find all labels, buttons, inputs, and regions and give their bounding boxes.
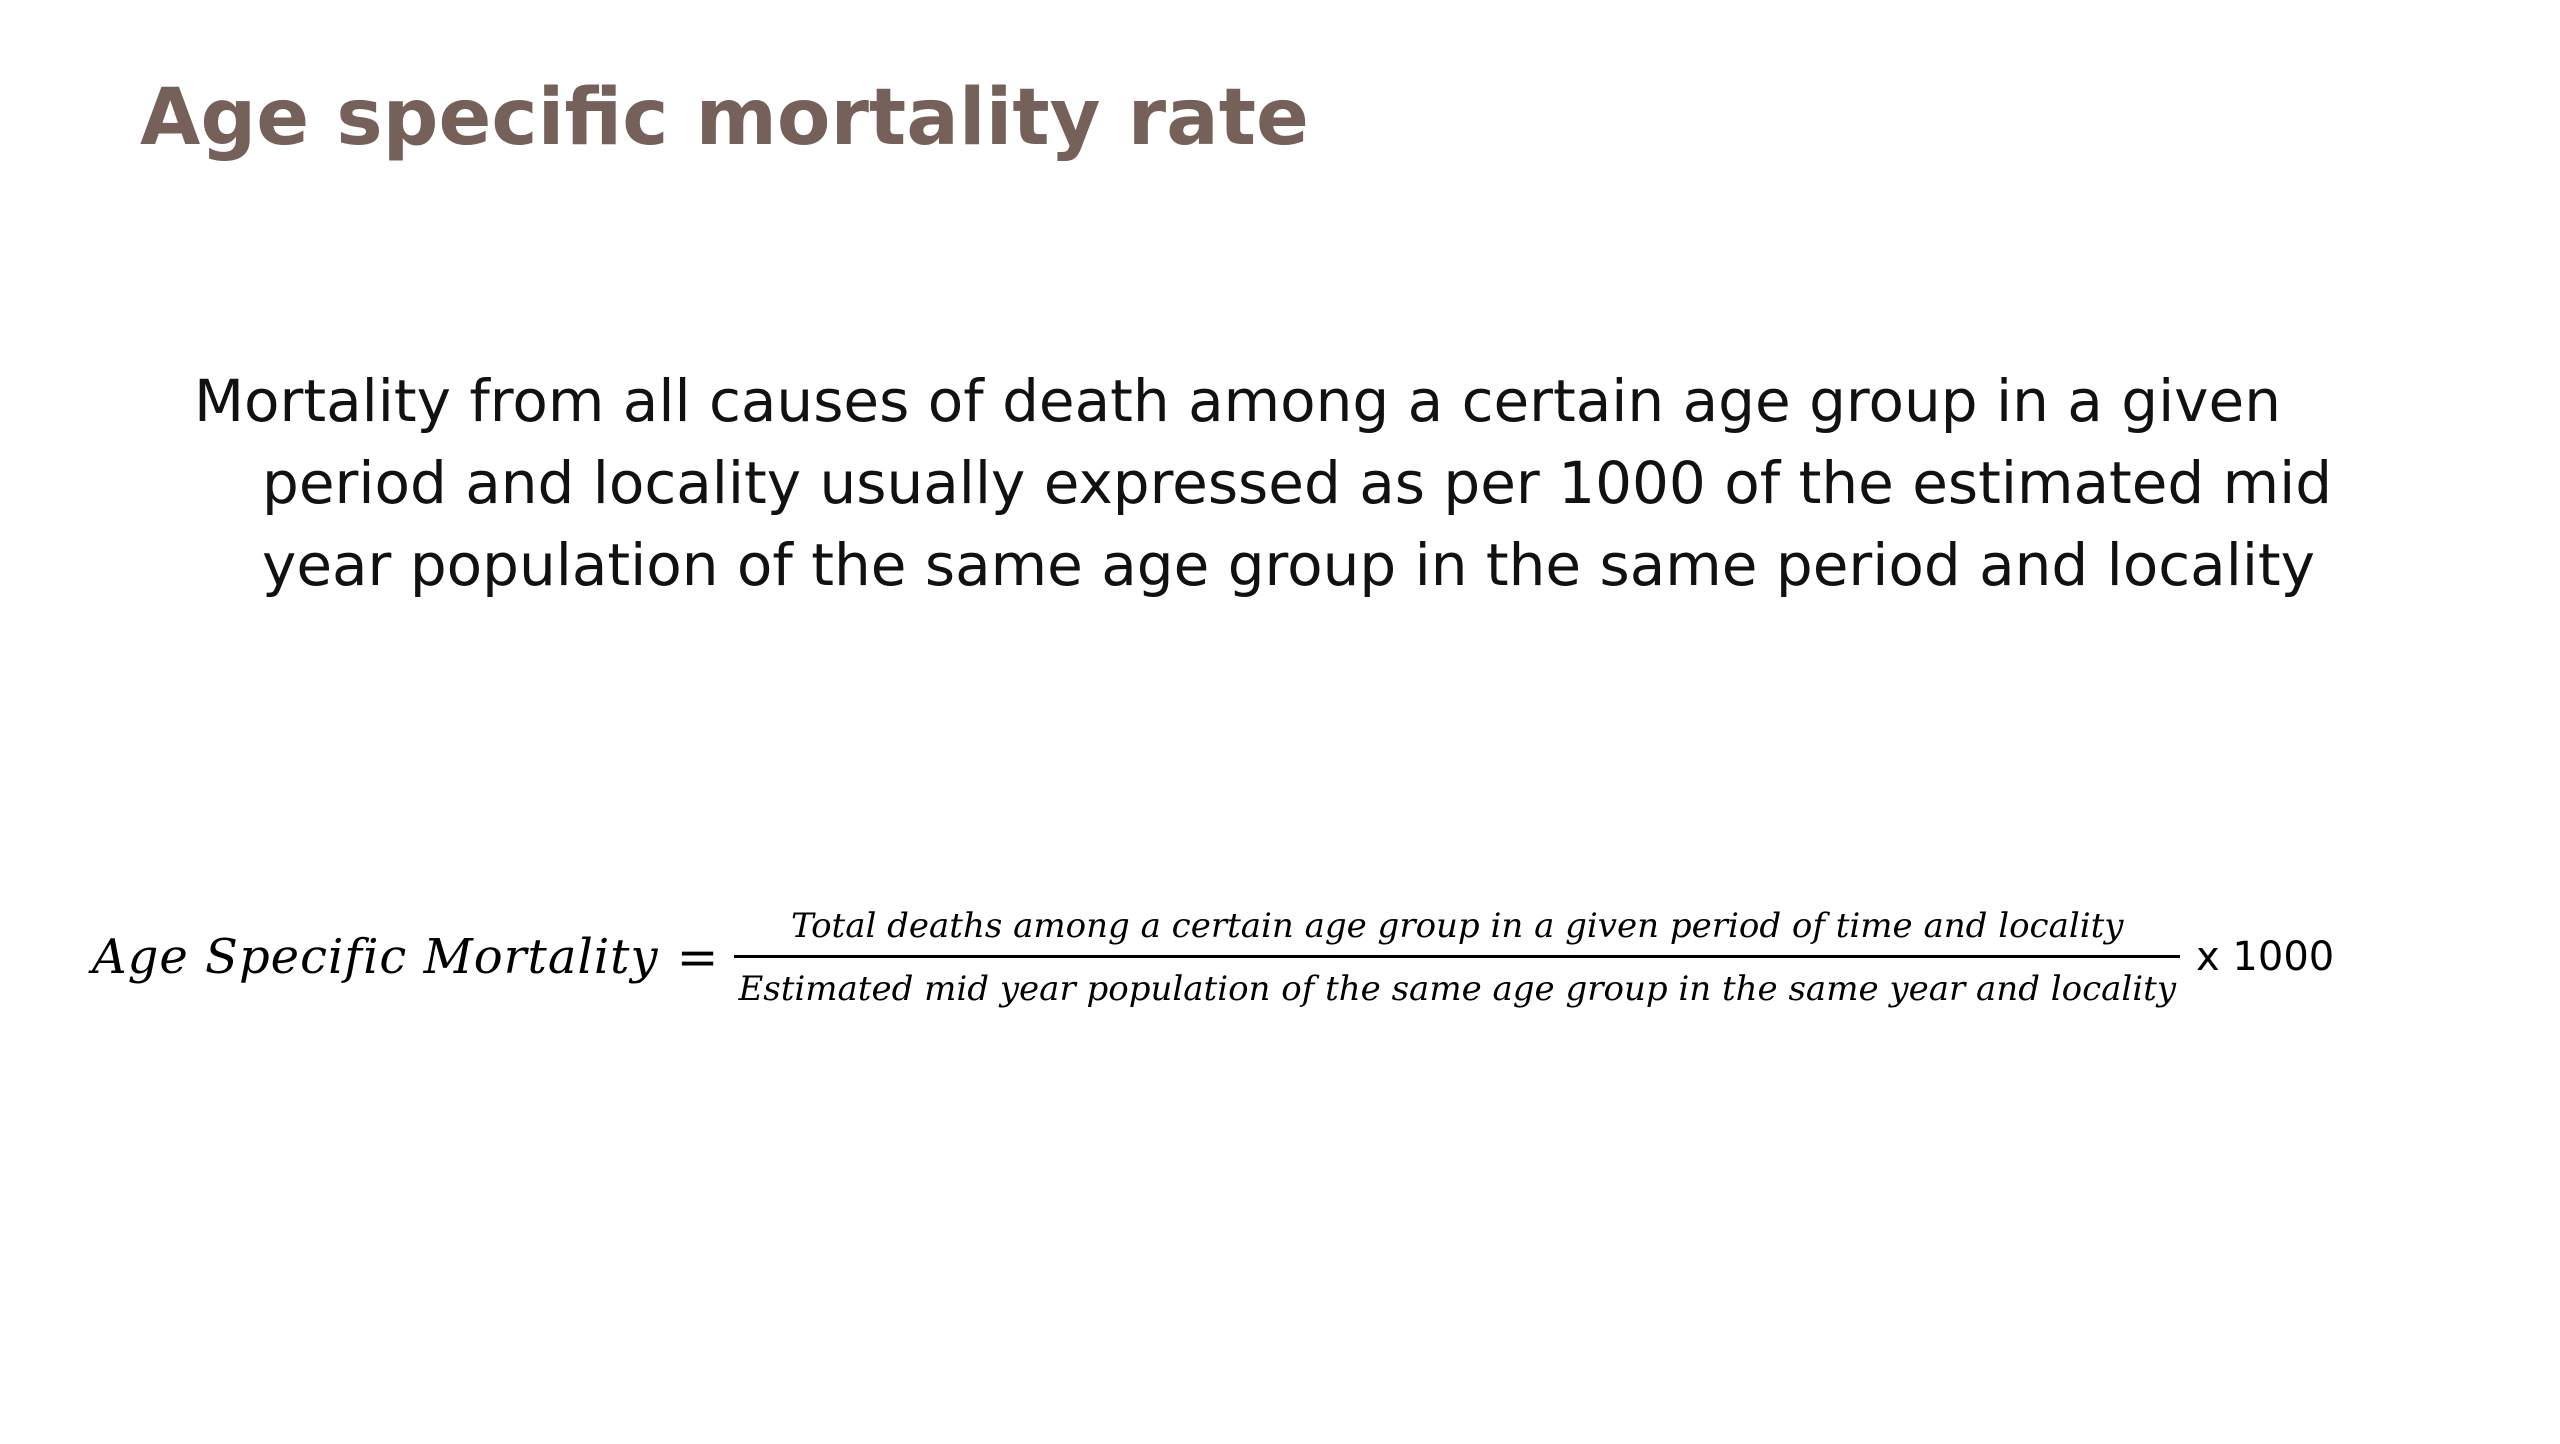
formula-lhs: Age Specific Mortality bbox=[92, 929, 659, 985]
formula bbox=[92, 892, 2552, 1022]
fraction-bar bbox=[734, 955, 2180, 958]
formula-fraction bbox=[734, 903, 2180, 1012]
slide-title: Age specific mortality rate bbox=[140, 73, 1309, 163]
definition-text: Mortality from all causes of death among a certain age group in a given period and locality usually expressed as per 1000 of the estimated mid year population of the same age group in the same period and locality bbox=[194, 367, 2333, 599]
formula-equals-sign: = bbox=[676, 928, 719, 986]
formula-multiplier: x 1000 bbox=[2196, 934, 2335, 980]
formula-denominator: Estimated mid year population of the same age group in the same year and locality bbox=[738, 968, 2177, 1009]
formula-numerator: Total deaths among a certain age group in a given period of time and locality bbox=[791, 905, 2124, 946]
